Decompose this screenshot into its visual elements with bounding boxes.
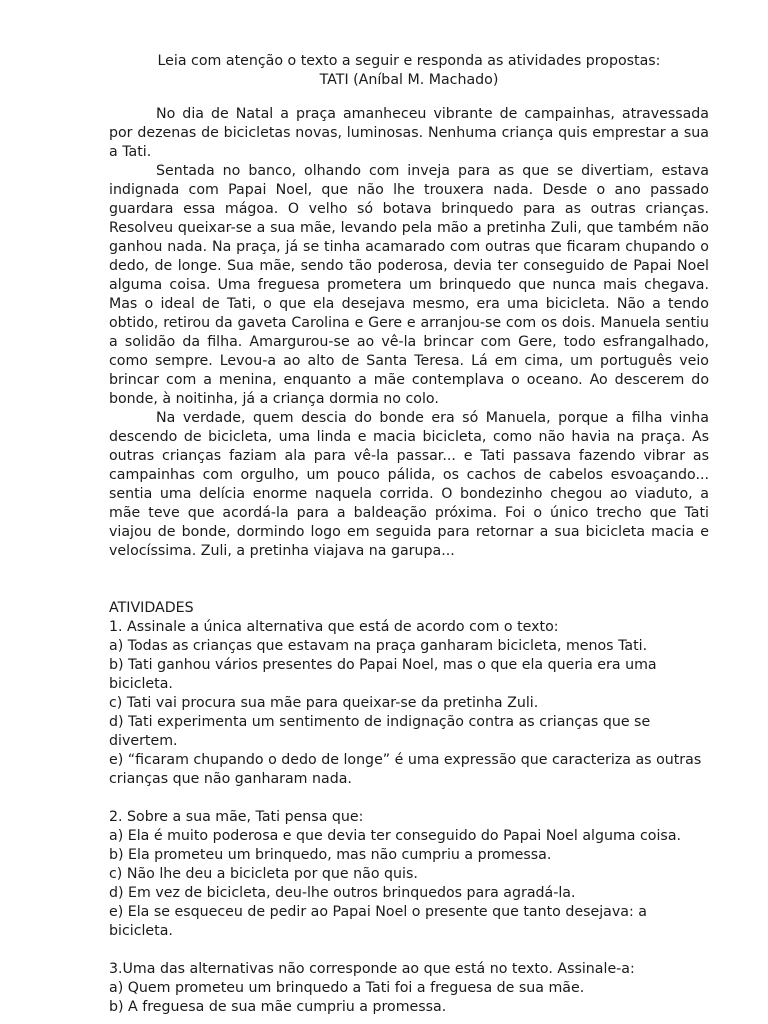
story-title: TATI (Aníbal M. Machado) (319, 72, 499, 88)
question-1 (109, 618, 709, 789)
activities-heading: ATIVIDADES (109, 600, 194, 616)
answer-option: b) Tati ganhou vários presentes do Papai Noel, mas o que ela queria era uma bicicleta. (109, 657, 657, 692)
question-prompt: 3.Uma das alternativas não corresponde ao que está no texto. Assinale-a: (109, 961, 635, 977)
story-paragraph: Sentada no banco, olhando com inveja para as que se divertiam, estava indignada com Papai Noel, que não lhe trouxera nada. Desde o ano passado guardara essa mágoa. O velho só botava brinquedo para as outras crianças. Resolveu queixar-se a sua mãe, levando pela mão a pretinha Zuli, que também não ganhou nada. Na praça, já se tinha acamarado com outras que ficaram chupando o dedo, de longe. Sua mãe, sendo tão poderosa, devia ter conseguido de Papai Noel alguma coisa. Uma freguesa prometera um brinquedo que nunca mais chegava. Mas o ideal de Tati, o que ela desejava mesmo, era uma bicicleta. Não a tendo obtido, retirou da gaveta Carolina e Gere e arranjou-se com os dois. Manuela sentiu a solidão da filha. Amargurou-se ao vê-la brincar com Gere, todo esfrangalhado, como sempre. Levou-a ao alto de Santa Teresa. Lá em cima, um português veio brincar com a menina, enquanto a mãe contemplava o oceano. Ao descerem do bonde, à noitinha, já a criança dormia no colo. (109, 163, 709, 407)
answer-option: b) Ela prometeu um brinquedo, mas não cumpriu a promessa. (109, 847, 552, 863)
answer-option: b) A freguesa de sua mãe cumpriu a promessa. (109, 999, 447, 1015)
answer-option: a) Quem prometeu um brinquedo a Tati foi a freguesa de sua mãe. (109, 980, 585, 996)
story-paragraph: No dia de Natal a praça amanheceu vibrante de campainhas, atravessada por dezenas de bicicletas novas, luminosas. Nenhuma criança quis emprestar a sua a Tati. (109, 106, 709, 160)
document-header (109, 52, 709, 90)
question-prompt: 1. Assinale a única alternativa que está de acordo com o texto: (109, 619, 559, 635)
activities-section (109, 599, 709, 1017)
story-paragraph: Na verdade, quem descia do bonde era só Manuela, porque a filha vinha descendo de bicicleta, uma linda e macia bicicleta, como não havia na praça. As outras crianças faziam ala para vê-la passar... e Tati passava fazendo vibrar as campainhas com orgulho, um pouco pálida, os cachos de cabelos esvoaçando... sentia uma delícia enorme naquela corrida. O bondezinho chegou ao viaduto, a mãe teve que acordá-la para a baldeação próxima. Foi o único trecho que Tati viajou de bonde, dormindo logo em seguida para retornar a sua bicicleta macia e velocíssima. Zuli, a pretinha viajava na garupa... (109, 410, 709, 559)
story-text (109, 105, 709, 561)
question-2 (109, 808, 709, 941)
answer-option: c) Não lhe deu a bicicleta por que não quis. (109, 866, 418, 882)
answer-option: a) Ela é muito poderosa e que devia ter conseguido do Papai Noel alguma coisa. (109, 828, 682, 844)
answer-option: a) Todas as crianças que estavam na praça ganharam bicicleta, menos Tati. (109, 638, 648, 654)
answer-option: c) Tati vai procura sua mãe para queixar-se da pretinha Zuli. (109, 695, 539, 711)
question-3 (109, 960, 709, 1017)
answer-option: d) Tati experimenta um sentimento de indignação contra as crianças que se divertem. (109, 714, 651, 749)
answer-option: e) Ela se esqueceu de pedir ao Papai Noel o presente que tanto desejava: a bicicleta. (109, 904, 647, 939)
answer-option: d) Em vez de bicicleta, deu-lhe outros brinquedos para agradá-la. (109, 885, 576, 901)
answer-option: e) “ficaram chupando o dedo de longe” é uma expressão que caracteriza as outras crianças que não ganharam nada. (109, 752, 702, 787)
instruction-text: Leia com atenção o texto a seguir e responda as atividades propostas: (157, 53, 661, 69)
question-prompt: 2. Sobre a sua mãe, Tati pensa que: (109, 809, 364, 825)
